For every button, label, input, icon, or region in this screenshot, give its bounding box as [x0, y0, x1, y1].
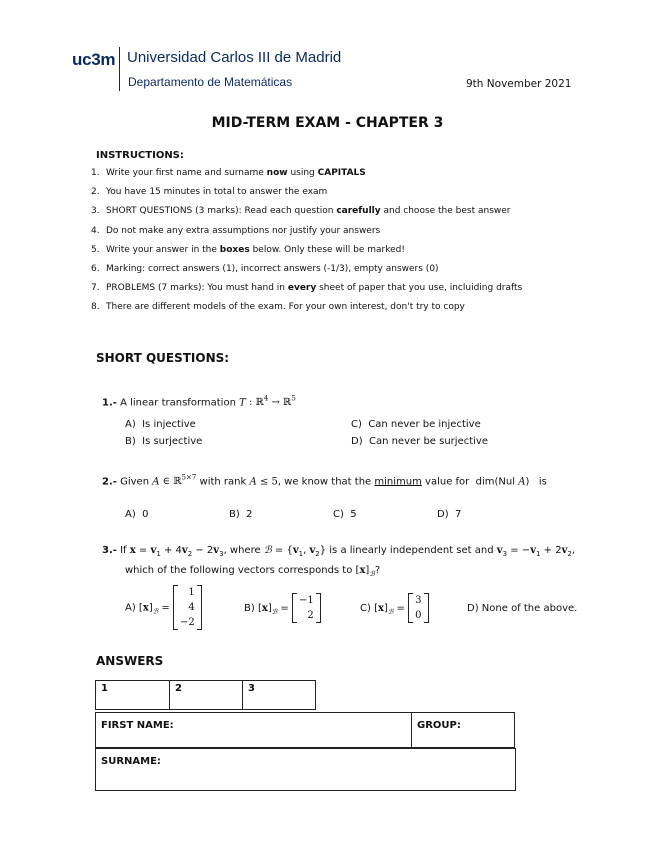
- q1-option-c: C) Can never be injective: [351, 419, 481, 430]
- instructions-list: [91, 166, 522, 320]
- answer-boxes: [95, 680, 316, 710]
- question-number: 1.-: [102, 397, 117, 409]
- answer-box-1[interactable]: 1: [96, 681, 170, 710]
- q3-option-c: C) $[x]_ℬ$ = 3 0: [360, 593, 429, 623]
- math-expression: T: [239, 397, 246, 409]
- q3-option-d: D) None of the above.: [467, 603, 578, 614]
- q3-option-a: A) $[x]_ℬ$ = 1 4 −2: [125, 585, 202, 630]
- first-name-field[interactable]: FIRST NAME:: [96, 713, 412, 748]
- university-logo: uc3m: [72, 50, 116, 69]
- surname-box: [95, 748, 516, 791]
- question-text: A linear transformation: [120, 397, 236, 409]
- exam-date: 9th November 2021: [466, 78, 572, 90]
- q1-option-a: A) Is injective: [125, 419, 196, 430]
- instruction-item: 4. Do not make any extra assumptions nor justify your answers: [91, 225, 381, 236]
- surname-field[interactable]: SURNAME:: [96, 749, 516, 791]
- q2-option-a: A) 0: [125, 509, 149, 520]
- short-questions-heading: SHORT QUESTIONS:: [96, 351, 230, 365]
- exam-title: MID-TERM EXAM - CHAPTER 3: [211, 115, 444, 131]
- instruction-item: 1. Write your first name and surname now using CAPITALS: [91, 168, 366, 178]
- q3-option-b: B) $[x]_ℬ$ = −1 2: [244, 593, 321, 623]
- department-name: Departamento de Matemáticas: [128, 75, 293, 89]
- answers-heading: ANSWERS: [96, 654, 164, 668]
- q2-option-b: B) 2: [229, 509, 253, 520]
- question-number: 2.-: [102, 476, 117, 488]
- question-number: 3.-: [102, 545, 117, 556]
- answer-box-2[interactable]: 2: [170, 681, 243, 710]
- question-3-line-2: which of the following vectors corresponds to $[x]_ℬ$?: [125, 565, 381, 578]
- question-3: 3.- If $x = v_1 + 4v_2 - 2v_3$, where ℬ = {$v_1$, $v_2$} is a linearly independent set and $v_3 = -v_1 + 2v_2$,: [102, 545, 576, 558]
- instruction-item: 6. Marking: correct answers (1), incorrect answers (-1/3), empty answers (0): [91, 263, 439, 274]
- underlined-word: minimum: [374, 476, 422, 488]
- instruction-item: 7. PROBLEMS (7 marks): You must hand in every sheet of paper that you use, incluiding drafts: [91, 283, 523, 294]
- q2-option-d: D) 7: [437, 509, 462, 520]
- group-field[interactable]: GROUP:: [412, 713, 515, 748]
- instruction-item: 2. You have 15 minutes in total to answer the exam: [91, 187, 328, 198]
- instruction-item: 3. SHORT QUESTIONS (3 marks): Read each question carefully and choose the best answer: [91, 206, 511, 217]
- university-name: Universidad Carlos III de Madrid: [127, 49, 342, 66]
- answer-box-3[interactable]: 3: [243, 681, 316, 710]
- logo-divider: [119, 47, 120, 91]
- instruction-item: 8. There are different models of the exam. For your own interest, don't try to copy: [91, 302, 465, 313]
- q1-option-b: B) Is surjective: [125, 436, 203, 447]
- column-vector: 3 0: [408, 593, 428, 623]
- question-2: 2.- Given A ∈ ℝ$^{5\times 7}$ with rank A ≤ 5, we know that the minimum value for dim(Nul A) is: [102, 474, 547, 488]
- column-vector: −1 2: [292, 593, 321, 623]
- instruction-item: 5. Write your answer in the boxes below. Only these will be marked!: [91, 244, 405, 255]
- q2-option-c: C) 5: [333, 509, 357, 520]
- q1-option-d: D) Can never be surjective: [351, 436, 488, 447]
- column-vector: 1 4 −2: [173, 585, 202, 630]
- name-group-boxes: [95, 712, 515, 748]
- instructions-heading: INSTRUCTIONS:: [96, 150, 184, 161]
- question-1: 1.- A linear transformation T : ℝ$^4$ → ℝ$^5$: [102, 395, 296, 409]
